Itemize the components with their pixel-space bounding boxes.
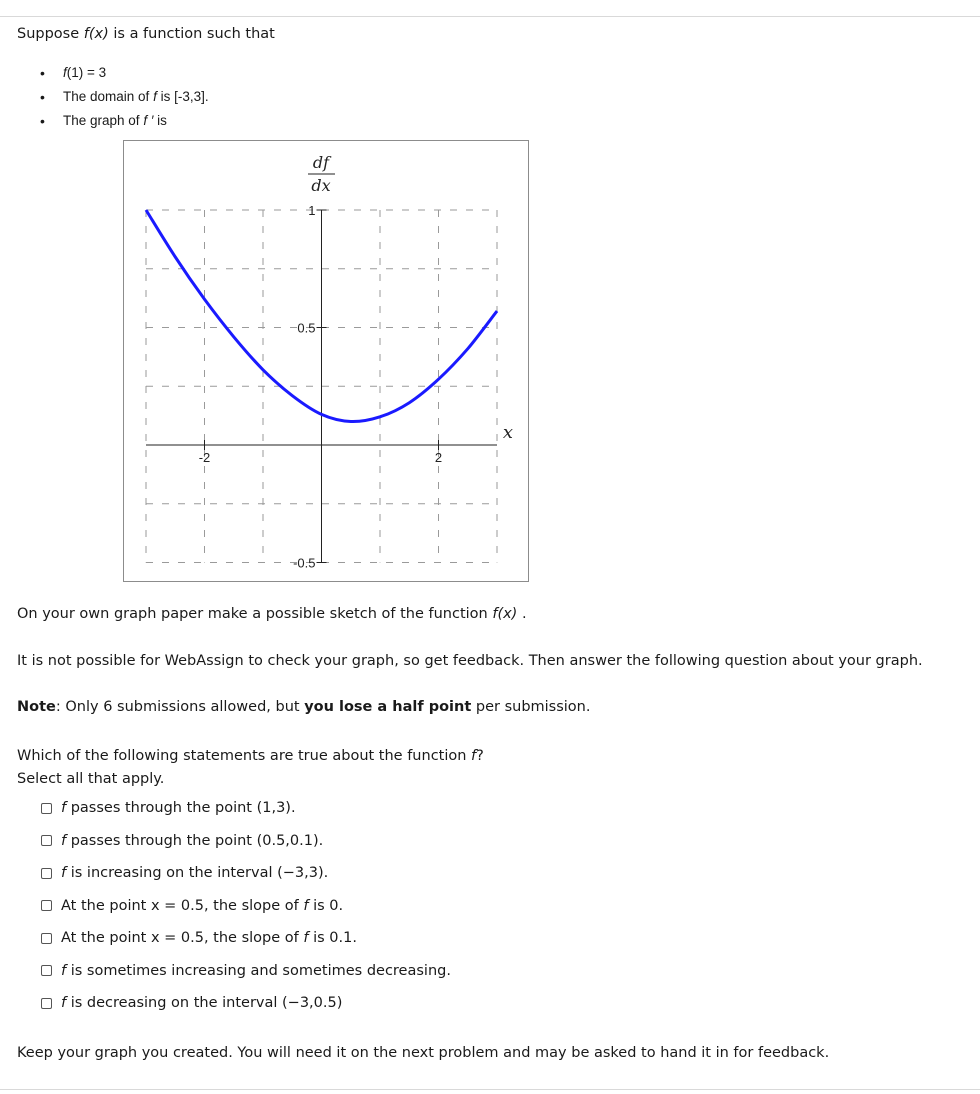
option-text: passes through the point (1,3). [70, 800, 296, 817]
bottom-divider [0, 1089, 980, 1090]
option-fn: f [61, 832, 67, 849]
option-slope-zero[interactable] [41, 890, 451, 923]
option-fn: f [61, 865, 67, 882]
note-penalty: you lose a half point [304, 699, 472, 715]
option-fn: f [303, 897, 309, 914]
sketch-post: . [521, 606, 527, 622]
y-axis-label-denominator: dx [311, 176, 331, 195]
checkbox[interactable] [41, 965, 52, 976]
condition-graph [40, 112, 209, 136]
condition-pre: The domain of [63, 89, 150, 104]
question [17, 745, 484, 791]
note-label: Note [17, 699, 56, 715]
option-sometimes-increasing[interactable] [41, 955, 451, 988]
question-fn: f [471, 748, 477, 764]
question-prompt [17, 745, 484, 768]
condition-fn: f ′ [143, 113, 154, 128]
x-axis-label: x [502, 422, 514, 443]
condition-pre: The graph of [63, 113, 140, 128]
y-tick-label: -0.5 [293, 555, 316, 571]
checkbox[interactable] [41, 835, 52, 846]
condition-value [40, 64, 209, 88]
x-tick-label: 2 [434, 450, 443, 465]
condition-fn: f [63, 65, 67, 80]
sketch-pre: On your own graph paper make a possible sketch of the function [17, 606, 488, 622]
checkbox[interactable] [41, 900, 52, 911]
problem-intro [17, 26, 275, 42]
y-axis-label-numerator: df [312, 153, 330, 172]
condition-fn: f [153, 89, 157, 104]
condition-text: (1) = 3 [66, 65, 107, 80]
condition-text: is [157, 113, 167, 128]
sketch-instruction [17, 606, 527, 622]
option-text: is 0. [313, 897, 344, 914]
option-passes-1-3[interactable] [41, 792, 451, 825]
option-decreasing-interval[interactable] [41, 987, 451, 1020]
option-fn: f [303, 930, 309, 947]
y-tick-label: 0.5 [297, 320, 316, 336]
intro-function: f(x) [83, 26, 109, 42]
closing-note: Keep your graph you created. You will need it on the next problem and may be asked to hand it in for feedback. [17, 1045, 830, 1061]
submission-note [17, 699, 590, 715]
option-pre: At the point x = 0.5, the slope of [61, 930, 299, 947]
option-text: is decreasing on the interval (−3,0.5) [70, 995, 343, 1012]
note-mid: : Only 6 submissions allowed, but [55, 699, 300, 715]
option-text: is 0.1. [313, 930, 357, 947]
feedback-instruction: It is not possible for WebAssign to check your graph, so get feedback. Then answer the following question about your graph. [17, 653, 923, 669]
x-tick-label: -2 [198, 450, 211, 465]
top-divider [0, 16, 980, 17]
condition-text: is [-3,3]. [160, 89, 209, 104]
sketch-function: f(x) [492, 606, 518, 622]
condition-domain [40, 88, 209, 112]
option-fn: f [61, 962, 67, 979]
option-text: is increasing on the interval (−3,3). [70, 865, 329, 882]
checkbox[interactable] [41, 933, 52, 944]
option-fn: f [61, 800, 67, 817]
question-pre: Which of the following statements are true about the function [17, 748, 467, 764]
intro-tail: is a function such that [113, 26, 275, 42]
note-post: per submission. [475, 699, 591, 715]
derivative-graph [123, 140, 529, 582]
option-passes-0.5-0.1[interactable] [41, 825, 451, 858]
option-pre: At the point x = 0.5, the slope of [61, 897, 299, 914]
y-tick-label: 1 [308, 203, 316, 218]
answer-options [41, 792, 451, 1020]
select-all-instruction: Select all that apply. [17, 771, 165, 787]
option-text: passes through the point (0.5,0.1). [70, 832, 324, 849]
checkbox[interactable] [41, 998, 52, 1009]
checkbox[interactable] [41, 803, 52, 814]
option-text: is sometimes increasing and sometimes decreasing. [70, 962, 451, 979]
checkbox[interactable] [41, 868, 52, 879]
conditions-list [40, 64, 209, 136]
option-fn: f [61, 995, 67, 1012]
option-increasing-interval[interactable] [41, 857, 451, 890]
option-slope-0.1[interactable] [41, 922, 451, 955]
question-post: ? [476, 748, 484, 764]
intro-lead: Suppose [17, 26, 80, 42]
derivative-chart-svg [124, 141, 528, 581]
